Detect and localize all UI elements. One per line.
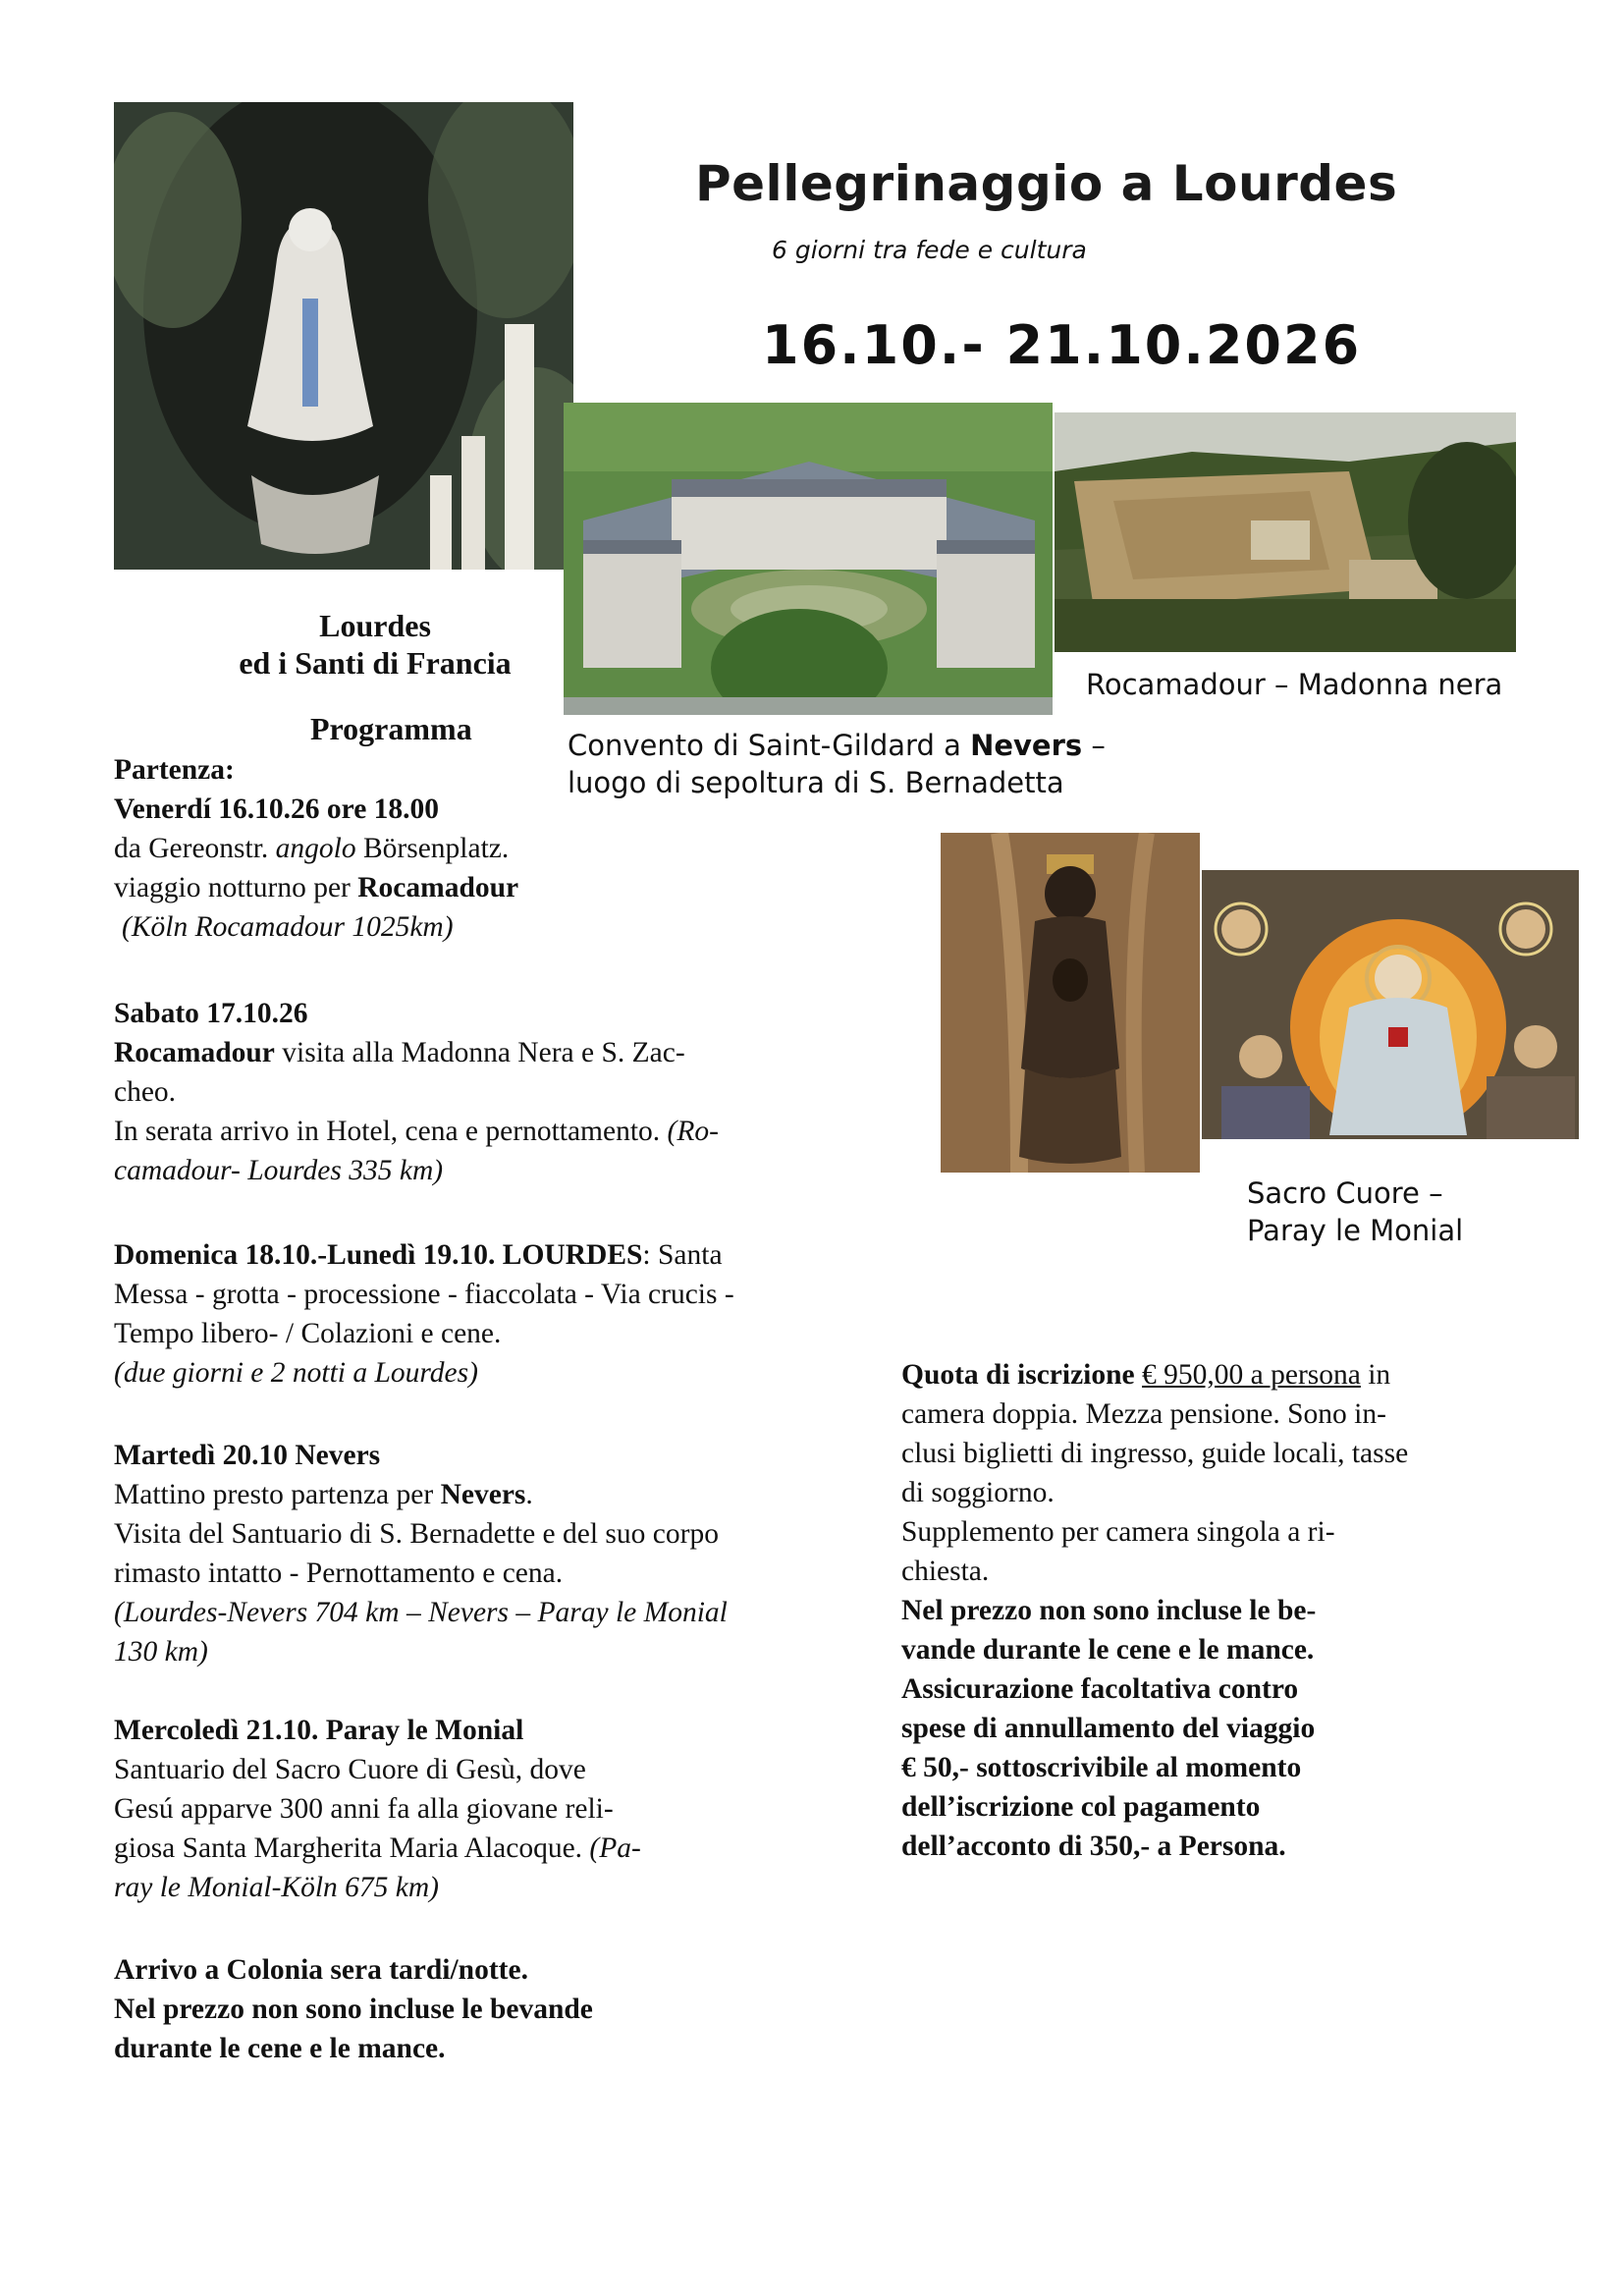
martedi-line1-bold: Nevers: [440, 1479, 526, 1510]
domenica-note: (due giorni e 2 notti a Lourdes): [114, 1357, 478, 1389]
quota-insurance1: Assicurazione facoltativa contro: [901, 1673, 1299, 1705]
sabato-block: [114, 994, 919, 1190]
martedi-block: [114, 1436, 919, 1671]
partenza-date: Venerdí 16.10.26 ore 18.00: [114, 793, 440, 825]
quota-note2: vande durante le cene e le mance.: [901, 1634, 1315, 1666]
page-title: Pellegrinaggio a Lourdes: [695, 155, 1398, 212]
martedi-line2: Visita del Santuario di S. Bernadette e del suo corpo: [114, 1518, 719, 1550]
lourdes-caption: [228, 607, 522, 682]
madonna-nera-photo: [941, 833, 1200, 1173]
sabato-line1-bold: Rocamadour: [114, 1037, 275, 1068]
quota-line1-end: in: [1360, 1359, 1391, 1391]
rocamadour-photo: [1055, 412, 1516, 652]
martedi-line3: rimasto intatto - Pernottamento e cena.: [114, 1558, 564, 1589]
partenza-line2: viaggio notturno per: [114, 872, 358, 903]
sabato-line1: visita alla Madonna Nera e S. Zac-: [274, 1037, 685, 1068]
nevers-caption-bold: Nevers: [970, 729, 1083, 762]
arrivo-line3: durante le cene e le mance.: [114, 2033, 446, 2064]
sabato-line2: cheo.: [114, 1076, 177, 1108]
quota-line2: camera doppia. Mezza pensione. Sono in-: [901, 1398, 1386, 1430]
nevers-caption-dash: –: [1082, 729, 1106, 762]
quota-insurance5: dell’acconto di 350,- a Persona.: [901, 1831, 1286, 1862]
domenica-line2: Messa - grotta - processione - fiaccolata - Via crucis -: [114, 1279, 734, 1310]
mercoledi-block: [114, 1711, 919, 1907]
quota-insurance3: € 50,- sottoscrivibile al momento: [901, 1752, 1302, 1783]
sacro-caption-line2: Paray le Monial: [1247, 1214, 1464, 1247]
nevers-caption-text: Convento di Saint-Gildard a: [568, 729, 971, 762]
sabato-line3: In serata arrivo in Hotel, cena e pernottamento.: [114, 1116, 668, 1147]
sabato-heading: Sabato 17.10.26: [114, 998, 308, 1029]
page-subtitle: 6 giorni tra fede e cultura: [772, 236, 1087, 264]
mercoledi-distance: ray le Monial-Köln 675 km): [114, 1872, 439, 1903]
domenica-heading: Domenica 18.10.-Lunedì 19.10. LOURDES: [114, 1239, 643, 1271]
partenza-label: Partenza:: [114, 754, 235, 786]
quota-block: [901, 1355, 1490, 1866]
nevers-caption-line2: luogo di sepoltura di S. Bernadetta: [568, 766, 1064, 799]
lourdes-caption-line2: ed i Santi di Francia: [239, 645, 512, 681]
sabato-distance: camadour- Lourdes 335 km): [114, 1155, 444, 1186]
sacro-caption-line1: Sacro Cuore –: [1247, 1176, 1443, 1210]
quota-line3: clusi biglietti di ingresso, guide locali, tasse: [901, 1438, 1409, 1469]
arrivo-line2: Nel prezzo non sono incluse le bevande: [114, 1994, 593, 2025]
programma-heading: Programma: [310, 711, 472, 746]
trip-dates: 16.10.- 21.10.2026: [762, 314, 1362, 376]
arrivo-block: [114, 1950, 919, 2068]
quota-line6: chiesta.: [901, 1556, 990, 1587]
quota-note1: Nel prezzo non sono incluse le be-: [901, 1595, 1317, 1626]
martedi-line1: Mattino presto partenza per: [114, 1479, 441, 1510]
nevers-convent-photo: [564, 403, 1053, 715]
sacro-cuore-mosaic-photo: [1202, 870, 1579, 1139]
partenza-block: [114, 750, 919, 947]
quota-line4: di soggiorno.: [901, 1477, 1055, 1508]
partenza-line2-bold: Rocamadour: [357, 872, 519, 903]
martedi-heading: Martedì 20.10 Nevers: [114, 1440, 381, 1471]
martedi-distance: (Lourdes-Nevers 704 km – Nevers – Paray le Monial: [114, 1597, 728, 1628]
quota-insurance4: dell’iscrizione col pagamento: [901, 1791, 1261, 1823]
partenza-line1: da Gereonstr.: [114, 833, 276, 864]
domenica-line3: Tempo libero- / Colazioni e cene.: [114, 1318, 502, 1349]
sacro-cuore-caption: [1247, 1175, 1463, 1249]
mercoledi-line2: Gesú apparve 300 anni fa alla giovane reli-: [114, 1793, 614, 1825]
quota-label: Quota di iscrizione: [901, 1359, 1143, 1391]
quota-price: € 950,00 a persona: [1142, 1359, 1361, 1391]
arrivo-line1: Arrivo a Colonia sera tardi/notte.: [114, 1954, 528, 1986]
sabato-line3-italic: (Ro-: [667, 1116, 719, 1147]
lourdes-caption-line1: Lourdes: [319, 608, 431, 643]
mercoledi-line3: giosa Santa Margherita Maria Alacoque.: [114, 1832, 590, 1864]
rocamadour-caption: Rocamadour – Madonna nera: [1086, 668, 1503, 701]
martedi-distance-end: 130 km): [114, 1636, 208, 1667]
domenica-line1: : Santa: [642, 1239, 723, 1271]
quota-line5: Supplemento per camera singola a ri-: [901, 1516, 1335, 1548]
partenza-line1-italic: angolo: [275, 833, 356, 864]
mercoledi-line3-italic: (Pa-: [589, 1832, 641, 1864]
martedi-line1-end: .: [525, 1479, 533, 1510]
lourdes-grotto-photo: [114, 102, 573, 570]
partenza-distance: (Köln Rocamadour 1025km): [122, 911, 454, 943]
partenza-line1-end: Börsenplatz.: [355, 833, 510, 864]
domenica-block: [114, 1235, 919, 1393]
quota-insurance2: spese di annullamento del viaggio: [901, 1713, 1316, 1744]
mercoledi-heading: Mercoledì 21.10. Paray le Monial: [114, 1715, 524, 1746]
mercoledi-line1: Santuario del Sacro Cuore di Gesù, dove: [114, 1754, 586, 1785]
